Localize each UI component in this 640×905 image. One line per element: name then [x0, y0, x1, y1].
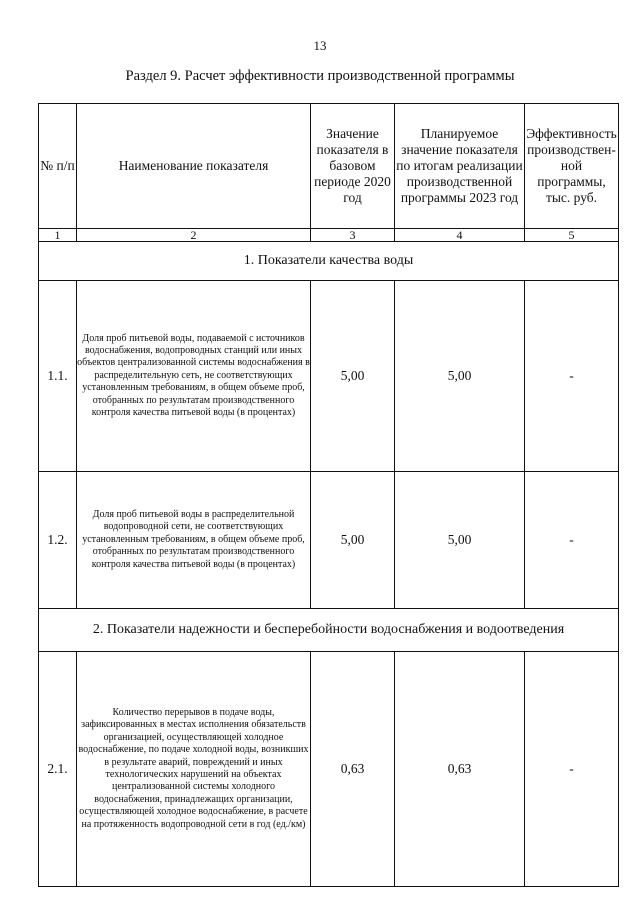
efficiency-value: - [525, 281, 619, 472]
table-row [39, 281, 619, 472]
row-number: 2.1. [39, 652, 77, 887]
column-number: 1 [39, 229, 77, 242]
header-planned-value: Планируемое значение показателя по итогам реализации производственной программы 2023 год [395, 104, 525, 229]
page-number: 13 [313, 38, 327, 53]
base-value: 5,00 [311, 281, 395, 472]
planned-value: 5,00 [395, 281, 525, 472]
column-number-row [39, 229, 619, 242]
indicator-name: Количество перерывов в подаче воды, зафиксированных в местах исполнения обязательств организацией, осуществляющей холодное водоснабжение, по подаче холодной воды, возникших в результате аварий, повреждений и иных технологических нарушений на объектах централизованной системы холодного водоснабжения, принадлежащих организации, осуществляющей холодное водоснабжение, в расчете на протяженность водопроводной сети в год (ед./км) [77, 652, 311, 887]
table-row [39, 472, 619, 609]
header-row [39, 104, 619, 229]
row-number: 1.2. [39, 472, 77, 609]
indicator-name: Доля проб питьевой воды, подаваемой с источников водоснабжения, водопроводных станций или иных объектов централизованной системы водоснабжения в распределительную сеть, не соответствующих установленным требованиям, в общем объеме проб, отобранных по результатам производственного контроля качества питьевой воды (в процентах) [77, 281, 311, 472]
base-value: 5,00 [311, 472, 395, 609]
section-title: Раздел 9. Расчет эффективности производственной программы [125, 68, 515, 84]
header-base-value: Значение показателя в базовом периоде 2020 год [311, 104, 395, 229]
column-number: 5 [525, 229, 619, 242]
efficiency-value: - [525, 652, 619, 887]
efficiency-table [38, 103, 619, 887]
header-indicator-name: Наименование показателя [77, 104, 311, 229]
section-heading: 2. Показатели надежности и бесперебойности водоснабжения и водоотведения [39, 609, 619, 652]
base-value: 0,63 [311, 652, 395, 887]
column-number: 3 [311, 229, 395, 242]
row-number: 1.1. [39, 281, 77, 472]
planned-value: 5,00 [395, 472, 525, 609]
header-efficiency: Эффективность производствен- ной программы, тыс. руб. [525, 104, 619, 229]
indicator-name: Доля проб питьевой воды в распределительной водопроводной сети, не соответствующих установленным требованиям, в общем объеме проб, отобранных по результатам производственного контроля качества питьевой воды (в процентах) [77, 472, 311, 609]
table-row [39, 652, 619, 887]
section-row [39, 242, 619, 281]
column-number: 2 [77, 229, 311, 242]
header-number: № п/п [39, 104, 77, 229]
section-heading: 1. Показатели качества воды [39, 242, 619, 281]
efficiency-value: - [525, 472, 619, 609]
planned-value: 0,63 [395, 652, 525, 887]
column-number: 4 [395, 229, 525, 242]
section-row [39, 609, 619, 652]
